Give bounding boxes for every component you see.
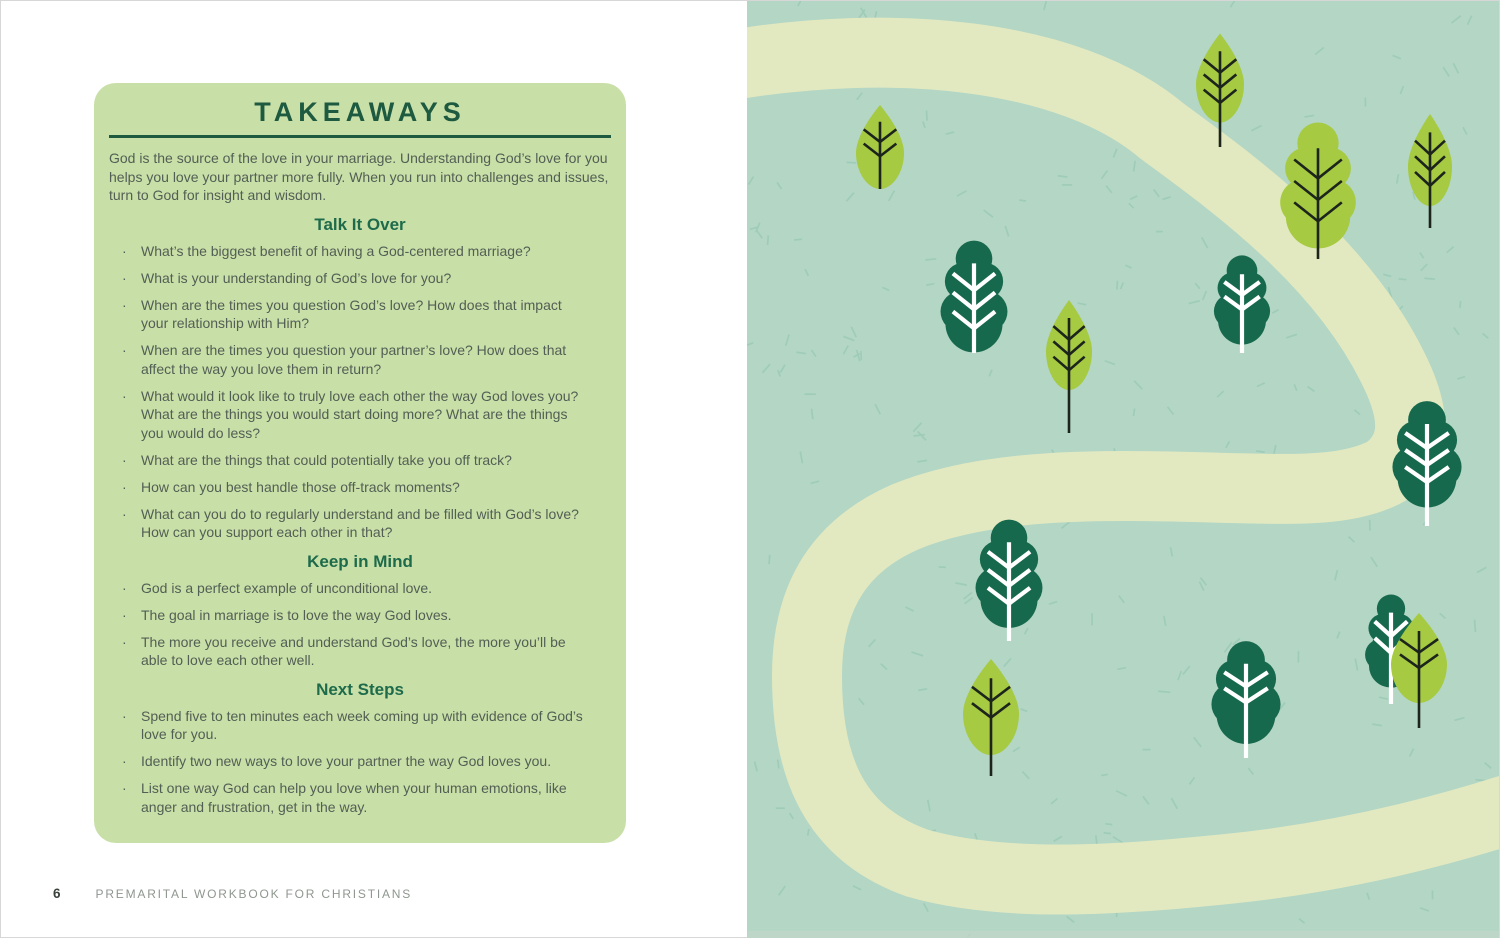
bullet-item [109, 752, 611, 771]
page-footer [53, 886, 412, 901]
bullet-dot: · [122, 478, 127, 495]
bullet-list [109, 707, 611, 817]
bullet-text: Identify two new ways to love your partner the way God loves you. [141, 753, 552, 769]
bullet-dot: · [122, 269, 127, 286]
page-number: 6 [53, 886, 61, 901]
panel-title: TAKEAWAYS [254, 97, 466, 127]
bullet-dot: · [122, 753, 127, 769]
bullet-text: What’s the biggest benefit of having a God-centered marriage? [141, 242, 531, 259]
title-divider [109, 135, 611, 138]
bullet-dot: · [122, 633, 127, 650]
bullet-dot: · [122, 780, 127, 796]
bullet-dot: · [122, 707, 127, 724]
bullet-item [109, 387, 611, 443]
trail-illustration [747, 1, 1499, 938]
sections-container [109, 215, 611, 817]
bullet-text: What are the things that could potentially take you off track? [141, 451, 512, 468]
bullet-dot: · [122, 451, 127, 468]
bullet-dot: · [122, 505, 127, 522]
bullet-item [109, 478, 611, 497]
bullet-text: The goal in marriage is to love the way God loves. [141, 606, 452, 623]
bullet-text: God is a perfect example of unconditional love. [141, 579, 433, 596]
bullet-text: List one way God can help you love when your human emotions, like anger and frustration, get in the way. [141, 780, 567, 815]
bullet-dot: · [122, 296, 127, 313]
bullet-item [109, 606, 611, 625]
bullet-item [109, 633, 611, 670]
bullet-item [109, 341, 611, 378]
left-page [1, 1, 747, 937]
bullet-text: What can you do to regularly understand and be filled with God’s love? How can you support each other in that? [141, 505, 579, 540]
bullet-item [109, 451, 611, 470]
takeaways-panel [94, 83, 626, 843]
section-heading: Keep in Mind [307, 551, 413, 571]
bullet-item [109, 579, 611, 598]
bullet-item [109, 707, 611, 744]
bullet-dot: · [122, 342, 127, 358]
bullet-dot: · [122, 579, 127, 596]
bullet-text: The more you receive and understand God’s love, the more you’ll be able to love each other well. [141, 633, 566, 668]
bullet-item [109, 242, 611, 261]
bullet-list [109, 242, 611, 542]
section-heading: Talk It Over [314, 214, 406, 234]
bullet-list [109, 579, 611, 670]
book-title: PREMARITAL WORKBOOK FOR CHRISTIANS [95, 887, 413, 901]
bullet-dot: · [122, 606, 127, 623]
bullet-item [109, 779, 611, 816]
bullet-item [109, 296, 611, 333]
bullet-text: Spend five to ten minutes each week coming up with evidence of God’s love for you. [141, 707, 583, 742]
bullet-dot: · [122, 387, 127, 404]
right-page [747, 1, 1499, 937]
bullet-text: When are the times you question God’s love? How does that impact your relationship with Him? [141, 296, 562, 331]
bullet-dot: · [122, 242, 127, 259]
bullet-text: How can you best handle those off-track moments? [141, 478, 460, 495]
intro-paragraph: God is the source of the love in your marriage. Understanding God’s love for you helps you love your partner more fully. When you run into challenges and issues, turn to God for insight and wisdom. [109, 150, 609, 203]
bullet-text: What is your understanding of God’s love for you? [141, 269, 452, 286]
section-heading: Next Steps [316, 679, 404, 699]
page-edge-strip [747, 931, 1499, 938]
bullet-text: When are the times you question your partner’s love? How does that affect the way you love them in return? [141, 342, 567, 377]
bullet-item [109, 269, 611, 288]
bullet-text: What would it look like to truly love each other the way God loves you? What are the things you would start doing more? What are the things you would do less? [141, 387, 579, 441]
bullet-item [109, 505, 611, 542]
